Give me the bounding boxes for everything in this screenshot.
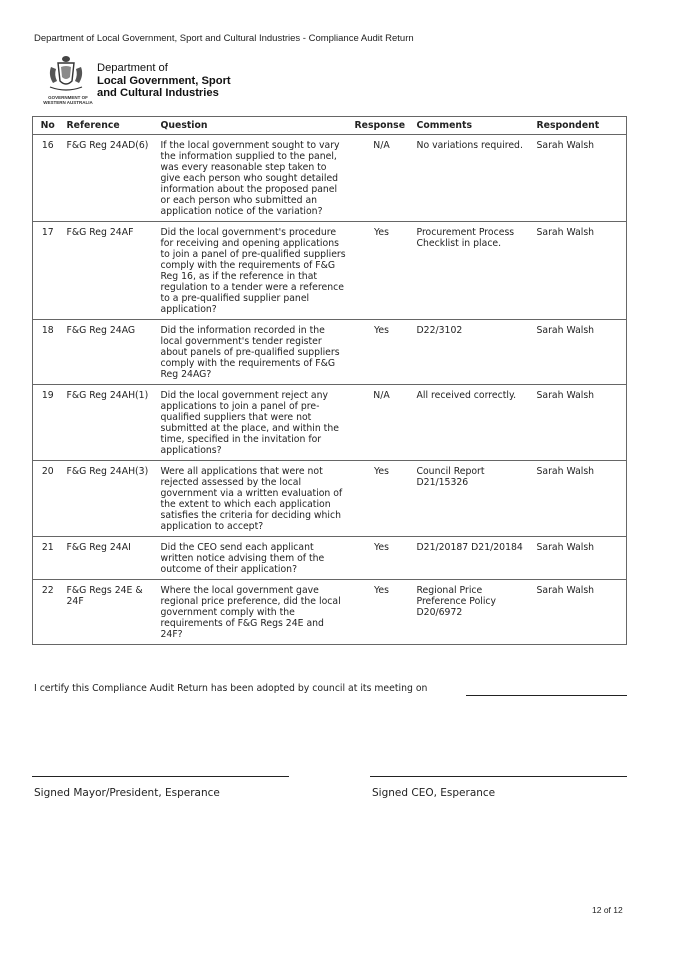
row-respondent: Sarah Walsh [533,135,627,222]
row-question: Did the CEO send each applicant written notice advising them of the outcome of their application? [157,537,351,580]
row-response: Yes [351,461,413,537]
row-response: Yes [351,537,413,580]
row-respondent: Sarah Walsh [533,320,627,385]
ceo-signature-label: Signed CEO, Esperance [372,787,496,799]
table-row [33,222,627,320]
table-row [33,135,627,222]
row-number: 20 [33,461,63,537]
row-response: Yes [351,222,413,320]
header-comments: Comments [413,117,533,135]
row-respondent: Sarah Walsh [533,580,627,645]
running-title: Department of Local Government, Sport and Cultural Industries - Compliance Audit Return [34,33,414,44]
row-response: Yes [351,320,413,385]
row-comments: Regional Price Preference Policy D20/6972 [413,580,533,645]
row-reference: F&G Reg 24AF [63,222,157,320]
header-no: No [33,117,63,135]
coat-of-arms-icon [46,55,86,93]
row-respondent: Sarah Walsh [533,222,627,320]
row-reference: F&G Reg 24AH(1) [63,385,157,461]
certification-text: I certify this Compliance Audit Return has been adopted by council at its meeting on [34,683,428,694]
table-row [33,385,627,461]
meeting-date-line [466,695,627,696]
row-number: 17 [33,222,63,320]
row-question: If the local government sought to vary the information supplied to the panel, was every reasonable step taken to give each person who sought detailed information about the proposed panel or each person who submitted an application notice of the variation? [157,135,351,222]
row-comments: D22/3102 [413,320,533,385]
row-reference: F&G Reg 24AI [63,537,157,580]
department-name [97,62,231,100]
table-header-row [33,117,627,135]
page-number: 12 of 12 [592,905,623,915]
mayor-signature-label: Signed Mayor/President, Esperance [34,787,220,799]
row-response: N/A [351,385,413,461]
ceo-signature-line [370,776,627,777]
row-question: Where the local government gave regional price preference, did the local government comply with the requirements of F&G Regs 24E and 24F? [157,580,351,645]
row-response: N/A [351,135,413,222]
logo-caption: GOVERNMENT OF WESTERN AUSTRALIA [43,95,93,105]
row-number: 19 [33,385,63,461]
dept-line-2: Local Government, Sport [97,74,231,87]
row-reference: F&G Reg 24AH(3) [63,461,157,537]
table-row [33,580,627,645]
row-respondent: Sarah Walsh [533,537,627,580]
row-number: 18 [33,320,63,385]
dept-line-3: and Cultural Industries [97,87,219,99]
row-respondent: Sarah Walsh [533,461,627,537]
row-comments: No variations required. [413,135,533,222]
row-reference: F&G Regs 24E & 24F [63,580,157,645]
row-response: Yes [351,580,413,645]
row-respondent: Sarah Walsh [533,385,627,461]
row-comments: All received correctly. [413,385,533,461]
row-reference: F&G Reg 24AD(6) [63,135,157,222]
row-comments: Procurement Process Checklist in place. [413,222,533,320]
row-number: 22 [33,580,63,645]
row-question: Did the information recorded in the local government's tender register about panels of pre-qualified suppliers comply with the requirements of F&G Reg 24AG? [157,320,351,385]
row-reference: F&G Reg 24AG [63,320,157,385]
table-row [33,461,627,537]
mayor-signature-line [32,776,289,777]
row-comments: Council Report D21/15326 [413,461,533,537]
row-question: Did the local government reject any applications to join a panel of pre-qualified suppliers that were not submitted at the place, and within the time, specified in the invitation for applications? [157,385,351,461]
row-comments: D21/20187 D21/20184 [413,537,533,580]
row-number: 16 [33,135,63,222]
government-logo [40,55,100,110]
header-reference: Reference [63,117,157,135]
header-respondent: Respondent [533,117,627,135]
row-number: 21 [33,537,63,580]
dept-line-1: Department of [97,62,168,74]
compliance-table [32,116,627,645]
table-row [33,537,627,580]
row-question: Were all applications that were not rejected assessed by the local government via a written evaluation of the extent to which each application satisfies the criteria for deciding which application to accept? [157,461,351,537]
table-row [33,320,627,385]
header-response: Response [351,117,413,135]
header-question: Question [157,117,351,135]
row-question: Did the local government's procedure for receiving and opening applications to join a panel of pre-qualified suppliers comply with the requirements of F&G Reg 16, as if the reference in that regulation to a tender were a reference to a pre-qualified supplier panel application? [157,222,351,320]
